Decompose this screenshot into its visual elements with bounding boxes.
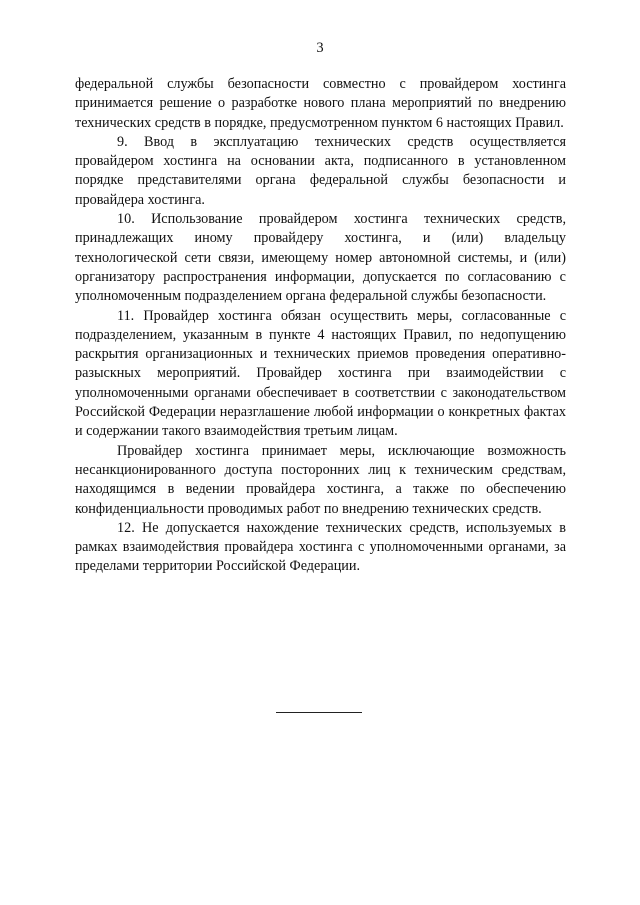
end-divider [276,712,362,713]
paragraph-continuation: федеральной службы безопасности совместно с провайдером хостинга принимается решение о разработке нового плана мероприятий по внедрению технических средств в порядке, предусмотренном пунктом 6 настоящих Правил. [75,76,566,131]
paragraph-item-11: 11. Провайдер хостинга обязан осуществить меры, согласованные с подразделением, указанным в пункте 4 настоящих Правил, по недопущению раскрытия организационных и технических приемов проведения оперативно-разыскных мероприятий. Провайдер хостинга при взаимодействии с уполномоченными органами обеспечивает в соответствии с законодательством Российской Федерации неразглашение любой информации о конкретных фактах и содержании такого взаимодействия третьим лицам. [75,307,566,440]
body-text [75,75,566,577]
page-number: 3 [316,40,324,56]
paragraph-item-10: 10. Использование провайдером хостинга технических средств, принадлежащих иному провайдеру хостинга, и (или) владельцу технологической сети связи, имеющему номер автономной системы, и (или) организатору распространения информации, допускается по согласованию с уполномоченным подразделением органа федеральной службы безопасности. [75,211,566,305]
paragraph-item-9: 9. Ввод в эксплуатацию технических средств осуществляется провайдером хостинга на основании акта, подписанного в установленном порядке представителями органа федеральной службы безопасности и провайдера хостинга. [75,133,566,208]
paragraph-item-12: 12. Не допускается нахождение технических средств, используемых в рамках взаимодействия провайдера хостинга с уполномоченными органами, за пределами территории Российской Федерации. [75,519,566,575]
paragraph-item-11-continued: Провайдер хостинга принимает меры, исключающие возможность несанкционированного доступа посторонних лиц к техническим средствам, находящимся в ведении провайдера хостинга, а также по обеспечению конфиденциальности проводимых работ по внедрению технических средств. [75,442,566,517]
